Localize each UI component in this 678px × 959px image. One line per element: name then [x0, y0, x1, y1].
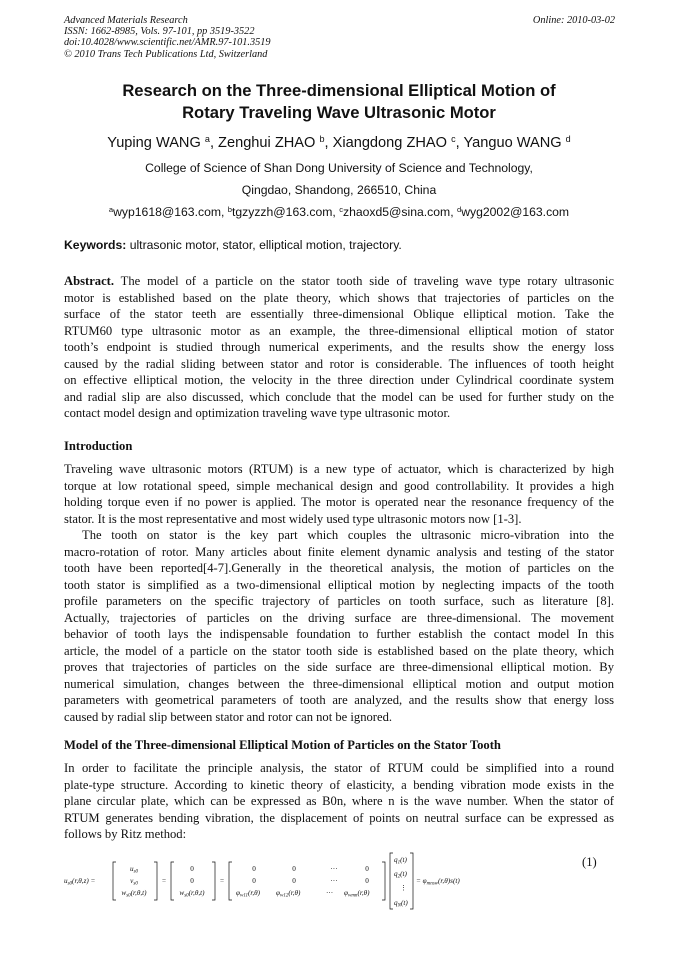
body-line: profile parameters on the specific trajectory of particles on tooth surface, such as literature [8]. — [64, 594, 614, 608]
author-mark: c — [451, 134, 456, 145]
keywords — [64, 237, 402, 253]
eq-q-row: $q_1(t)$ — [394, 856, 407, 866]
author-list: Yuping WANG $^a$, Zenghui ZHAO $^b$, Xiangdong ZHAO $^c$, Yanguo WANG $^d$ — [107, 134, 571, 151]
eq-q-row: $q_N(t)$ — [394, 899, 408, 909]
body-line: tooth stator is simplified as a two-dimensional elliptical motion by neglecting impacts of the tooth — [64, 577, 614, 592]
author-name: Xiangdong ZHAO — [332, 135, 447, 151]
author-name: Yuping WANG — [107, 135, 201, 151]
equation-1 — [64, 852, 484, 910]
title-line-2: Rotary Traveling Wave Ultrasonic Motor — [182, 103, 496, 122]
body-line: holding torque even if no power is applied. The motor is operated near the resonance frequency of the — [64, 495, 614, 509]
email-address[interactable]: zhaoxd5@sina.com — [342, 205, 451, 219]
doi-line: doi:10.4028/www.scientific.net/AMR.97-101.3519 — [64, 37, 271, 49]
introduction-body — [64, 461, 614, 725]
abstract-line: on effective elliptical motion, the velocity in the three direction under Cylindrical coordinate system — [64, 373, 614, 387]
eq-matrix-cell: ··· — [330, 877, 338, 885]
abstract-text: The model of a particle on the stator tooth side of traveling wave type rotary ultrasonic — [114, 274, 614, 288]
eq-v1-row: $v_{s0}$ — [130, 877, 138, 887]
email-mark: c — [339, 204, 343, 214]
body-line: The tooth on stator is the key part which couples the ultrasonic micro-vibration into the — [82, 528, 614, 542]
journal-header — [64, 15, 271, 60]
body-line: follows by Ritz method: — [64, 827, 187, 841]
body-line: tooth have been reported[4-7].Generally in the theoretical analysis, the motion of particles on the — [64, 561, 614, 575]
paper-title — [0, 80, 678, 124]
email-address[interactable]: wyg2002@163.com — [461, 205, 570, 219]
eq-matrix-cell: ··· — [326, 889, 334, 897]
eq-v2-row: 0 — [190, 865, 194, 873]
abstract — [64, 273, 614, 422]
eq-matrix-cell: 0 — [252, 865, 256, 873]
affiliation-line-1: College of Science of Shan Dong University of Science and Technology, — [145, 161, 533, 175]
online-date: Online: 2010-03-02 — [532, 15, 615, 26]
author-name: Zenghui ZHAO — [218, 135, 316, 151]
abstract-line — [64, 273, 614, 290]
author-mark: a — [204, 134, 210, 145]
eq-matrix-cell: $\varphi_{w11}(r,\theta)$ — [236, 889, 261, 899]
journal-name: Advanced Materials Research — [64, 15, 188, 26]
section-heading-introduction: Introduction — [64, 439, 133, 453]
copyright-line: © 2010 Trans Tech Publications Ltd, Switzerland — [64, 48, 268, 60]
body-line: caused by radial slip between stator and rotor can not be ignored. — [64, 709, 393, 724]
body-line: parameters with geometrical parameters of tooth are analyzed, and the results show that energy loss — [64, 693, 614, 707]
body-line: RTUM generates bending vibration, the displacement of points on neutral surface can be expressed as — [64, 810, 614, 825]
model-body — [64, 760, 614, 843]
eq-matrix-cell: ··· — [330, 865, 338, 873]
eq-equals: = — [162, 877, 167, 885]
email-address[interactable]: tgzyzzh@163.com — [231, 205, 333, 219]
body-line: proves that trajectories of particles on the side surface are three-dimensional elliptical motion. By — [64, 660, 614, 674]
abstract-line: tooth’s endpoint is studied through numerical experiments, and the results show the energy loss — [64, 340, 614, 354]
author-name: Yanguo WANG — [463, 135, 562, 151]
eq-v2-row: $w_{s0}(r,\theta,t)$ — [179, 889, 205, 899]
issn-line: ISSN: 1662-8985, Vols. 97-101, pp 3519-3522 — [64, 26, 255, 38]
eq-rhs: = $\varphi_{mnsw}(r,\theta)s(t)$ — [416, 877, 460, 887]
author-mark: d — [565, 134, 571, 145]
abstract-line: RTUM60 type ultrasonic motor as an example, the three-dimensional elliptical motion of stator — [64, 323, 614, 338]
eq-q-row: ⋮ — [400, 884, 408, 892]
body-line: behavior of tooth lays the indispensable foundation to further establish the contact model In this — [64, 627, 614, 641]
abstract-line: motor is established based on the plate theory, which shows that trajectories of particles on the — [64, 290, 614, 305]
abstract-line: contact model design and optimization traveling wave type ultrasonic motor. — [64, 406, 451, 420]
eq-equals: = — [220, 877, 225, 885]
eq-q-row: $q_2(t)$ — [394, 870, 407, 880]
author-mark: b — [319, 134, 325, 145]
keywords-label: Keywords: — [64, 238, 127, 252]
eq-matrix-cell: $\varphi_{w12}(r,\theta)$ — [276, 889, 301, 899]
body-line: article, the model of a particle on the stator tooth side is established based on the plate theory, which — [64, 643, 614, 658]
eq-matrix-cell: 0 — [292, 877, 296, 885]
keywords-text: ultrasonic motor, stator, elliptical motion, trajectory. — [126, 238, 402, 252]
body-line: plane circular plate, which can be expressed as B0n, where n is the wave number. When the stator of — [64, 794, 614, 808]
abstract-line: and radial slip are also discussed, which conclude that the model can be used for further study on the — [64, 389, 614, 404]
affiliation-line-2: Qingdao, Shandong, 266510, China — [241, 183, 437, 197]
body-line: Actually, trajectories of particles on the driving surface are three-dimensional. The movement — [64, 610, 614, 625]
title-line-1: Research on the Three-dimensional Elliptical Motion of — [122, 81, 556, 100]
body-line: numerical simulation, changes between the three-dimensional elliptical motion and output motion — [64, 676, 614, 691]
body-line: In order to facilitate the principle analysis, the stator of RTUM could be simplified into a round — [64, 761, 614, 775]
body-line: Traveling wave ultrasonic motors (RTUM) is a new type of actuator, which is characterized by high — [64, 462, 614, 476]
eq-matrix-cell: 0 — [252, 877, 256, 885]
eq-v2-row: 0 — [190, 877, 194, 885]
eq-lhs: $u_{s0}(r,\theta,z)$ = — [64, 877, 96, 887]
eq-v1-row: $w_{s0}(r,\theta,t)$ — [121, 889, 147, 899]
abstract-label: Abstract. — [64, 274, 115, 288]
email-mark: a — [108, 204, 114, 214]
abstract-line: caused by the radial sliding between stator and rotor is considerable. The influences of tooth height — [64, 356, 614, 371]
eq-matrix-cell: 0 — [365, 877, 369, 885]
email-list: $^a$wyp1618@163.com, $^b$tgzyzzh@163.com, $^c$zhaoxd5@sina.com, $^d$wyg2002@163.com — [108, 204, 570, 219]
email-mark: d — [456, 204, 462, 214]
eq-v1-row: $u_{s0}$ — [129, 865, 139, 875]
body-line: plate-type structure. According to kinetic theory of elasticity, a bending vibration mode exists in the — [64, 777, 614, 792]
eq-matrix-cell: $\varphi_{wmn}(r,\theta)$ — [344, 889, 370, 899]
email-mark: b — [227, 204, 232, 214]
body-line: macro-rotation of rotor. Many articles about finite element dynamic analysis and testing of the stator — [64, 544, 614, 559]
eq-matrix-cell: 0 — [365, 865, 369, 873]
body-line: torque at low rotational speed, simple mechanical design and good controllability. It provides a high — [64, 478, 614, 493]
body-line: stator. It is the most representative and most widely used type ultrasonic motors now [1-3]. — [64, 511, 522, 526]
abstract-line: surface of the stator teeth are essentially three-dimensional Oblique elliptical motion. Take the — [64, 307, 614, 321]
eq-matrix-cell: 0 — [292, 865, 296, 873]
section-heading-model: Model of the Three-dimensional Elliptical Motion of Particles on the Stator Tooth — [64, 738, 501, 752]
email-address[interactable]: wyp1618@163.com — [113, 205, 221, 219]
equation-number: (1) — [582, 855, 597, 869]
